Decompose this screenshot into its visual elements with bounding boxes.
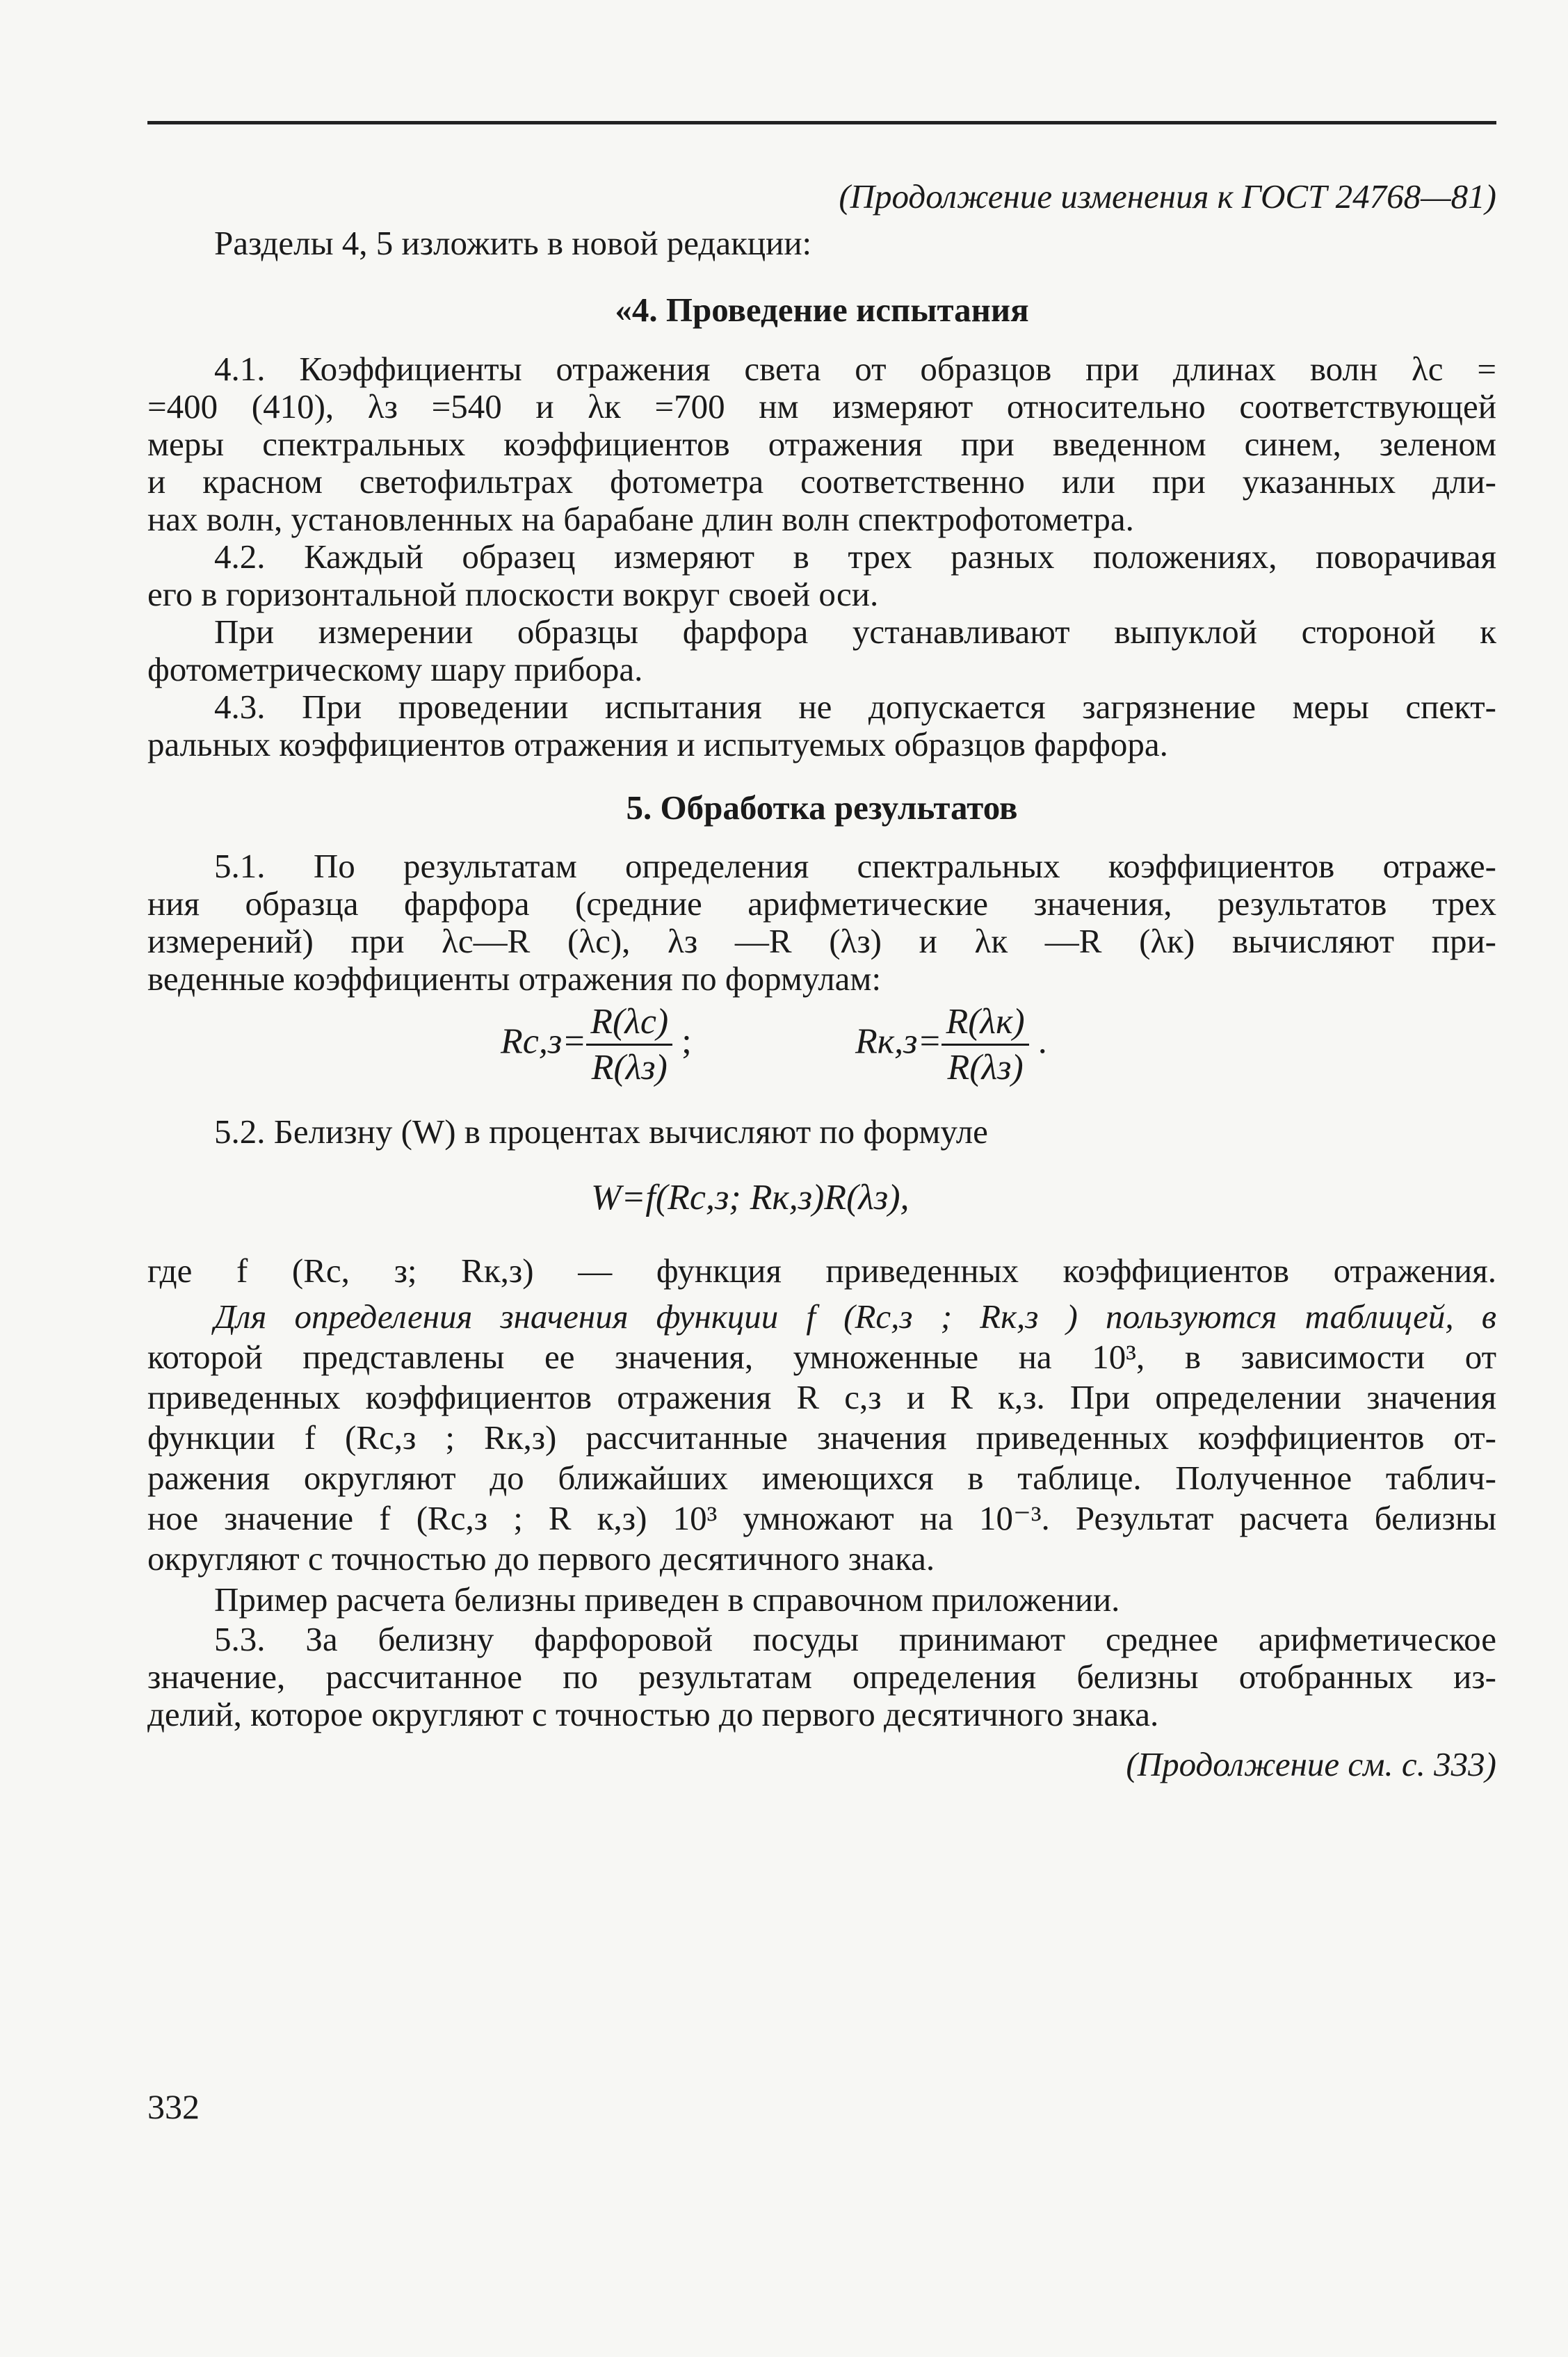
p52b-line-6: ное значение f (Rс,з ; R к,з) 10³ умножают на 10⁻³. Результат расчета белизны <box>147 1499 1496 1537</box>
p52b-line-7: округляют с точностью до первого десятичного знака. <box>147 1539 935 1578</box>
p41-line-2: =400 (410), λз =540 и λк =700 нм измеряют относительно соответствующей <box>147 387 1496 426</box>
formula-rkz-numerator: R(λк) <box>941 1001 1028 1046</box>
p51-line-3: измерений) при λс—R (λс), λз —R (λз) и λк —R (λк) вычисляют при- <box>147 922 1496 960</box>
formula-rkz-lhs: Rк,з <box>855 1021 918 1062</box>
formula-rcz: Rс,з= $\frac{R(\lambda с)}{R(\lambda з)}$ ; <box>501 1002 692 1087</box>
p53-line-2: значение, рассчитанное по результатам определения белизны отобранных из- <box>147 1658 1496 1696</box>
p52b-line-1: Для определения значения функции f (Rс,з ; Rк,з ) пользуются таблицей, в <box>214 1297 1496 1336</box>
p51-line-4: веденные коэффициенты отражения по формулам: <box>147 959 882 998</box>
example-text: Пример расчета белизны приведен в справочном приложении. <box>214 1580 1120 1619</box>
p53-line-1: 5.3. За белизну фарфоровой посуды принимают среднее арифметическое <box>214 1620 1496 1658</box>
p41-line-5: нах волн, установленных на барабане длин волн спектрофотометра. <box>147 500 1134 538</box>
p42-line-2: его в горизонтальной плоскости вокруг своей оси. <box>147 575 879 613</box>
top-rule <box>147 121 1496 124</box>
formula-rcz-separator: ; <box>681 1021 692 1062</box>
p42-line-1: 4.2. Каждый образец измеряют в трех разных положениях, поворачивая <box>214 537 1496 576</box>
intro-text: Разделы 4, 5 изложить в новой редакции: <box>214 224 812 262</box>
formula-rkz-separator: . <box>1037 1021 1047 1062</box>
p53-line-3: делий, которое округляют с точностью до первого десятичного знака. <box>147 1695 1159 1733</box>
p42b-line-1: При измерении образцы фарфора устанавливают выпуклой стороной к <box>214 613 1496 651</box>
page-number: 332 <box>147 2087 200 2126</box>
p51-line-2: ния образца фарфора (средние арифметические значения, результатов трех <box>147 884 1496 923</box>
formula-rcz-numerator: R(λс) <box>586 1001 672 1046</box>
p41-line-4: и красном светофильтрах фотометра соответственно или при указанных дли- <box>147 462 1496 501</box>
formula-rkz: Rк,з= $\frac{R(\lambda к)}{R(\lambda з)}$ . <box>855 1002 1047 1087</box>
section-5-title: 5. Обработка результатов <box>626 788 1018 827</box>
p43-line-2: ральных коэффициентов отражения и испытуемых образцов фарфора. <box>147 725 1168 763</box>
p41-line-1: 4.1. Коэффициенты отражения света от образцов при длинах волн λс = <box>214 350 1496 388</box>
p52-text: 5.2. Белизну (W) в процентах вычисляют по формуле <box>214 1112 988 1151</box>
section-4-title: «4. Проведение испытания <box>615 291 1029 329</box>
p52b-line-2: которой представлены ее значения, умноженные на 10³, в зависимости от <box>147 1338 1496 1376</box>
footer-continuation: (Продолжение см. с. 333) <box>1126 1745 1496 1783</box>
p52b-line-5: ражения округляют до ближайших имеющихся в таблице. Полученное таблич- <box>147 1459 1496 1497</box>
p42b-line-2: фотометрическому шару прибора. <box>147 650 643 688</box>
p52b-line-3: приведенных коэффициентов отражения R с,з и R к,з. При определении значения <box>147 1378 1496 1416</box>
header-continuation: (Продолжение изменения к ГОСТ 24768—81) <box>839 177 1496 216</box>
formula-rcz-denominator: R(λз) <box>591 1048 668 1087</box>
p41-line-3: меры спектральных коэффициентов отражения при введенном синем, зеленом <box>147 425 1496 463</box>
formula-whiteness: W=f(Rс,з; Rк,з)R(λз), <box>591 1178 910 1217</box>
formula-rcz-lhs: Rс,з <box>501 1021 563 1062</box>
p51-line-1: 5.1. По результатам определения спектральных коэффициентов отраже- <box>214 847 1496 885</box>
p43-line-1: 4.3. При проведении испытания не допускается загрязнение меры спект- <box>214 688 1496 726</box>
p52b-line-4: функции f (Rс,з ; Rк,з) рассчитанные значения приведенных коэффициентов от- <box>147 1418 1496 1457</box>
where-text: где f (Rс, з; Rк,з) — функция приведенных коэффициентов отражения. <box>147 1252 1496 1290</box>
formula-rkz-denominator: R(λз) <box>947 1048 1024 1087</box>
